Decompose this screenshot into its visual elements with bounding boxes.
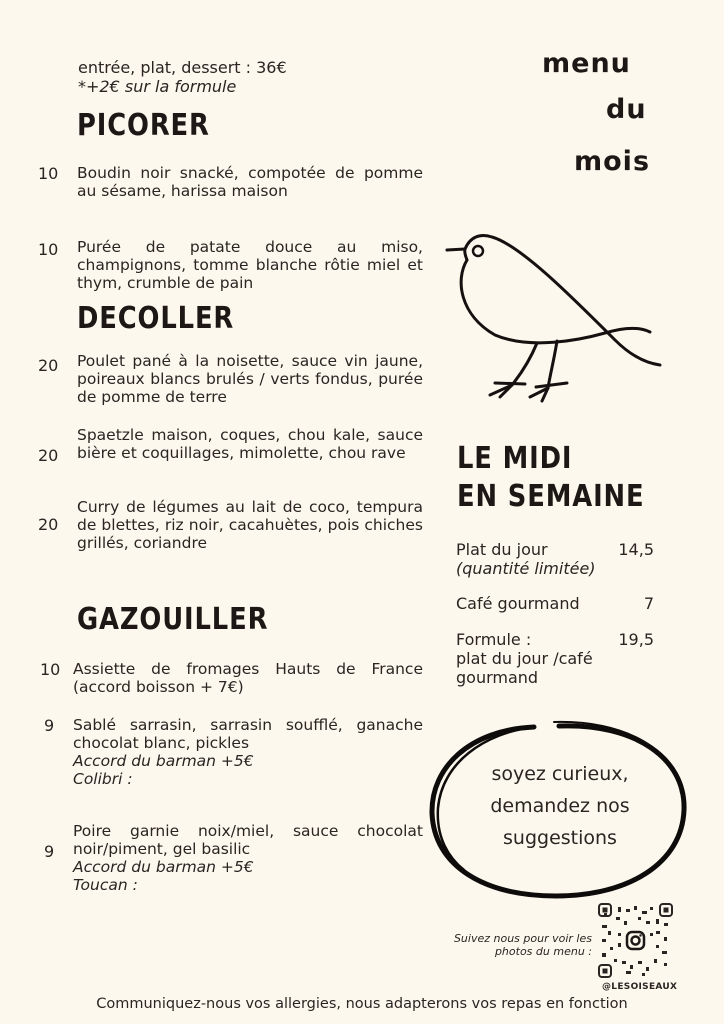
item-description: Spaetzle maison, coques, chou kale, sauce bière et coquillages, mimolette, chou rave (77, 426, 423, 462)
item-price: 20 (38, 446, 59, 465)
section-title-gazouiller: GAZOUILLER (77, 602, 269, 637)
instagram-handle[interactable]: @LESOISEAUX (602, 982, 678, 992)
follow-us-text: Suivez nous pour voir les photos du menu : (453, 932, 592, 958)
item-description (73, 716, 423, 788)
lunch-row-price: 7 (643, 594, 654, 613)
lunch-row-formule (456, 630, 654, 687)
bird-illustration (440, 225, 670, 405)
formula-intro (78, 58, 287, 96)
item-description: Poulet pané à la noisette, sauce vin jaune, poireaux blancs brulés / verts fondus, purée de pomme de terre (77, 352, 423, 406)
lunch-row-sub: (quantité limitée) (456, 559, 596, 578)
lunch-title-line-2: EN SEMAINE (457, 479, 645, 514)
lunch-row-price: 19,5 (618, 630, 654, 649)
instagram-qr-code[interactable] (598, 903, 673, 978)
formula-price: entrée, plat, dessert : 36€ (78, 58, 287, 77)
lunch-row-cafe-gourmand (456, 594, 654, 613)
title-mois: mois (574, 146, 651, 177)
section-title-picorer: PICORER (77, 108, 210, 143)
suggestion-bubble (450, 758, 670, 854)
item-description: Assiette de fromages Hauts de France (accord boisson + 7€) (73, 660, 423, 696)
item-price: 20 (38, 515, 59, 534)
bubble-line: suggestions (503, 827, 617, 849)
item-cocktail: Toucan : (73, 876, 138, 894)
lunch-title-line-1: LE MIDI (457, 441, 573, 476)
lunch-row-label: Café gourmand (456, 594, 580, 613)
item-description (73, 822, 423, 894)
lunch-row-label: Plat du jour (456, 540, 548, 559)
item-price: 10 (38, 240, 59, 259)
lunch-row-price: 14,5 (618, 540, 654, 559)
lunch-row-plat-du-jour (456, 540, 654, 578)
item-description: Curry de légumes au lait de coco, tempura de blettes, riz noir, cacahuètes, pois chiches grillés, coriandre (77, 498, 423, 552)
lunch-row-label: Formule : (456, 630, 532, 649)
bird-eye-icon (473, 246, 483, 256)
item-description: Purée de patate douce au miso, champignons, tomme blanche rôtie miel et thym, crumble de pain (77, 238, 423, 292)
item-price: 20 (38, 356, 59, 375)
item-pairing: Accord du barman +5€ (73, 752, 254, 770)
title-menu: menu (542, 48, 631, 79)
bubble-line: soyez curieux, (491, 763, 629, 785)
bubble-line: demandez nos (490, 795, 630, 817)
item-price: 9 (44, 842, 55, 861)
formula-note: *+2€ sur la formule (78, 77, 237, 96)
item-description-text: Poire garnie noix/miel, sauce chocolat noir/piment, gel basilic (73, 822, 423, 858)
item-cocktail: Colibri : (73, 770, 133, 788)
item-price: 10 (38, 164, 59, 183)
section-title-decoller: DECOLLER (77, 301, 235, 336)
lunch-row-sub: plat du jour /café gourmand (456, 649, 593, 687)
item-price: 9 (44, 716, 55, 735)
item-description-text: Sablé sarrasin, sarrasin soufflé, ganache chocolat blanc, pickles (73, 716, 423, 752)
item-pairing: Accord du barman +5€ (73, 858, 254, 876)
item-price: 10 (40, 660, 61, 679)
lunch-section-title (457, 440, 644, 516)
allergy-notice: Communiquez-nous vos allergies, nous adapterons vos repas en fonction (96, 996, 628, 1012)
item-description: Boudin noir snacké, compotée de pomme au sésame, harissa maison (77, 164, 423, 200)
instagram-icon (625, 930, 646, 951)
title-du: du (606, 94, 647, 125)
